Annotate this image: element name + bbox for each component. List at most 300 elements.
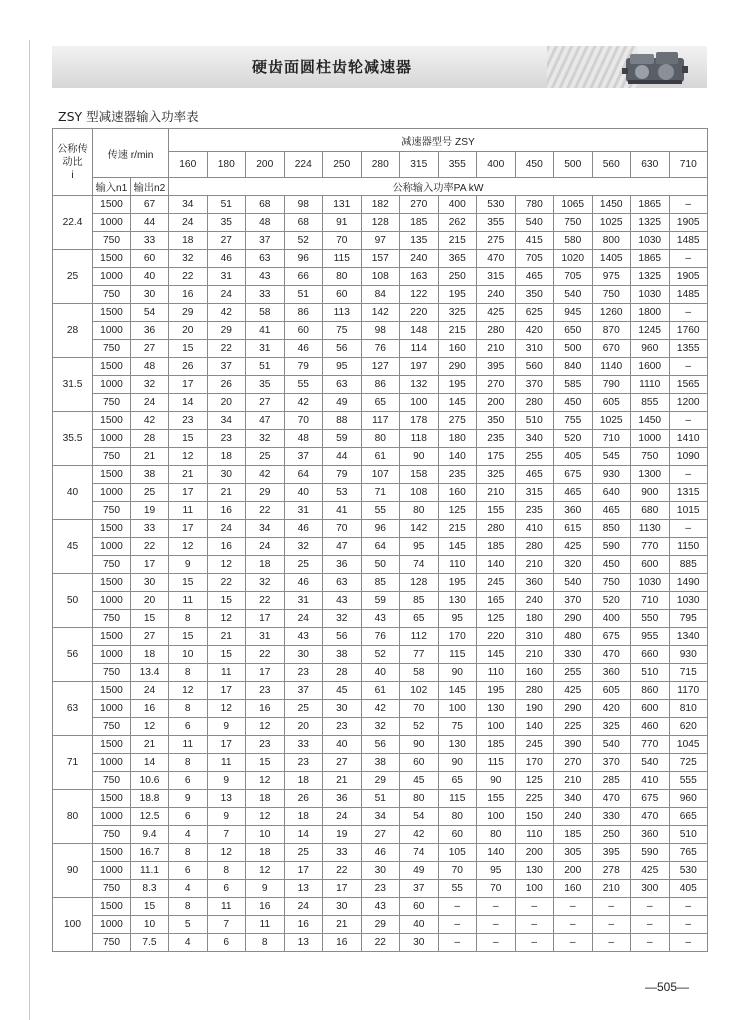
power-cell: 930 <box>592 466 631 484</box>
power-cell: 80 <box>361 430 400 448</box>
power-cell: 12 <box>207 844 246 862</box>
output-speed-cell: 40 <box>131 268 169 286</box>
power-cell: 330 <box>554 646 593 664</box>
output-speed-cell: 18 <box>131 646 169 664</box>
power-cell: – <box>669 196 708 214</box>
power-cell: 365 <box>438 250 477 268</box>
power-cell: 150 <box>515 808 554 826</box>
power-cell: 20 <box>207 394 246 412</box>
power-cell: 23 <box>169 412 208 430</box>
input-speed-cell: 1000 <box>93 430 131 448</box>
power-cell: 225 <box>515 790 554 808</box>
power-cell: 160 <box>438 484 477 502</box>
power-cell: 35 <box>246 376 285 394</box>
table-row <box>53 880 708 898</box>
power-cell: 9 <box>207 808 246 826</box>
power-cell: 64 <box>361 538 400 556</box>
power-cell: 18 <box>284 772 323 790</box>
power-cell: 370 <box>515 376 554 394</box>
power-cell: 9 <box>169 790 208 808</box>
power-cell: 98 <box>284 196 323 214</box>
power-cell: 1260 <box>592 304 631 322</box>
input-speed-cell: 1000 <box>93 376 131 394</box>
power-cell: 86 <box>284 304 323 322</box>
input-speed-cell: 750 <box>93 880 131 898</box>
table-row <box>53 610 708 628</box>
power-cell: 470 <box>631 808 670 826</box>
power-cell: 275 <box>438 412 477 430</box>
power-cell: 4 <box>169 880 208 898</box>
power-cell: 585 <box>554 376 593 394</box>
power-cell: 178 <box>400 412 439 430</box>
power-cell: 60 <box>438 826 477 844</box>
power-cell: 127 <box>361 358 400 376</box>
power-cell: 650 <box>554 322 593 340</box>
power-cell: 540 <box>592 736 631 754</box>
power-cell: 220 <box>400 304 439 322</box>
power-cell: 76 <box>361 628 400 646</box>
power-cell: 665 <box>669 808 708 826</box>
power-cell: 135 <box>400 232 439 250</box>
power-cell: 11 <box>169 592 208 610</box>
power-cell: 31 <box>246 340 285 358</box>
power-cell: 70 <box>400 700 439 718</box>
power-cell: – <box>669 520 708 538</box>
power-cell: 20 <box>169 322 208 340</box>
power-cell: 95 <box>477 862 516 880</box>
power-cell: 52 <box>400 718 439 736</box>
output-speed-cell: 24 <box>131 682 169 700</box>
power-cell: 465 <box>515 466 554 484</box>
power-cell: 50 <box>361 556 400 574</box>
power-cell: 32 <box>323 610 362 628</box>
power-cell: 46 <box>284 340 323 358</box>
power-cell: 10 <box>246 826 285 844</box>
power-cell: 70 <box>438 862 477 880</box>
power-cell: 680 <box>631 502 670 520</box>
power-cell: 540 <box>515 214 554 232</box>
power-cell: 255 <box>554 664 593 682</box>
power-cell: 195 <box>477 682 516 700</box>
table-row <box>53 754 708 772</box>
power-cell: 8 <box>169 664 208 682</box>
power-cell: 1030 <box>631 232 670 250</box>
table-row <box>53 268 708 286</box>
power-cell: 510 <box>631 664 670 682</box>
power-cell: 100 <box>477 718 516 736</box>
power-cell: 131 <box>323 196 362 214</box>
power-cell: 98 <box>361 322 400 340</box>
power-header: 公称输入功率PA kW <box>169 178 708 196</box>
power-cell: 40 <box>361 664 400 682</box>
power-cell: 95 <box>400 538 439 556</box>
power-cell: 34 <box>361 808 400 826</box>
power-cell: – <box>669 466 708 484</box>
power-cell: 85 <box>361 574 400 592</box>
power-cell: – <box>438 898 477 916</box>
power-cell: 80 <box>438 808 477 826</box>
output-speed-cell: 42 <box>131 412 169 430</box>
power-cell: 61 <box>361 682 400 700</box>
ratio-cell: 45 <box>53 520 93 574</box>
output-speed-cell: 48 <box>131 358 169 376</box>
power-cell: 810 <box>669 700 708 718</box>
power-cell: 470 <box>592 646 631 664</box>
power-cell: 48 <box>284 430 323 448</box>
input-speed-cell: 1500 <box>93 250 131 268</box>
power-cell: 51 <box>284 286 323 304</box>
power-cell: 41 <box>246 322 285 340</box>
power-cell: 235 <box>515 502 554 520</box>
power-cell: 52 <box>361 646 400 664</box>
output-speed-cell: 12 <box>131 718 169 736</box>
output-speed-cell: 21 <box>131 448 169 466</box>
table-row <box>53 556 708 574</box>
power-cell: 60 <box>323 286 362 304</box>
input-speed-cell: 750 <box>93 232 131 250</box>
output-speed-cell: 15 <box>131 610 169 628</box>
power-cell: 22 <box>246 592 285 610</box>
output-speed-cell: 33 <box>131 232 169 250</box>
power-cell: 74 <box>400 844 439 862</box>
power-cell: – <box>438 916 477 934</box>
power-cell: 140 <box>477 844 516 862</box>
power-cell: 510 <box>515 412 554 430</box>
power-cell: 23 <box>284 664 323 682</box>
power-cell: 88 <box>323 412 362 430</box>
output-speed-cell: 7.5 <box>131 934 169 952</box>
power-cell: 23 <box>284 754 323 772</box>
power-cell: 315 <box>515 484 554 502</box>
table-row <box>53 862 708 880</box>
power-cell: 30 <box>361 862 400 880</box>
power-cell: 40 <box>323 736 362 754</box>
ratio-header-line: 公称传 <box>57 143 88 155</box>
power-cell: 117 <box>361 412 400 430</box>
power-cell: 33 <box>246 286 285 304</box>
power-cell: 500 <box>554 340 593 358</box>
power-cell: 450 <box>592 556 631 574</box>
output-speed-cell: 17 <box>131 556 169 574</box>
power-cell: 1110 <box>631 376 670 394</box>
power-cell: 142 <box>400 520 439 538</box>
power-cell: 540 <box>554 574 593 592</box>
power-cell: 36 <box>323 556 362 574</box>
power-cell: 18 <box>246 556 285 574</box>
table-row <box>53 916 708 934</box>
power-cell: – <box>515 916 554 934</box>
power-cell: 675 <box>554 466 593 484</box>
power-cell: 710 <box>631 592 670 610</box>
power-cell: 370 <box>554 592 593 610</box>
power-cell: 945 <box>554 304 593 322</box>
power-cell: 60 <box>400 754 439 772</box>
power-cell: 145 <box>438 682 477 700</box>
output-speed-cell: 18.8 <box>131 790 169 808</box>
power-cell: 590 <box>631 844 670 862</box>
power-cell: 41 <box>323 502 362 520</box>
power-cell: 1410 <box>669 430 708 448</box>
power-cell: 170 <box>438 628 477 646</box>
power-cell: – <box>631 898 670 916</box>
power-cell: 22 <box>246 502 285 520</box>
power-cell: 15 <box>169 430 208 448</box>
power-cell: 60 <box>284 322 323 340</box>
power-cell: 21 <box>207 484 246 502</box>
power-cell: 80 <box>323 268 362 286</box>
power-cell: 90 <box>400 736 439 754</box>
power-cell: 30 <box>207 466 246 484</box>
power-cell: 12 <box>169 448 208 466</box>
output-speed-cell: 16.7 <box>131 844 169 862</box>
power-cell: 90 <box>438 754 477 772</box>
power-cell: 125 <box>477 610 516 628</box>
power-cell: 270 <box>477 376 516 394</box>
power-cell: 675 <box>631 790 670 808</box>
power-cell: 23 <box>246 736 285 754</box>
power-cell: 705 <box>515 250 554 268</box>
power-cell: – <box>669 412 708 430</box>
power-cell: 855 <box>631 394 670 412</box>
output-speed-cell: 32 <box>131 376 169 394</box>
output-speed-cell: 11.1 <box>131 862 169 880</box>
power-cell: 55 <box>438 880 477 898</box>
page-title: 硬齿面圆柱齿轮减速器 <box>252 58 413 76</box>
power-cell: 46 <box>207 250 246 268</box>
table-row <box>53 484 708 502</box>
power-cell: 18 <box>284 808 323 826</box>
power-cell: 470 <box>592 790 631 808</box>
power-cell: 8 <box>169 700 208 718</box>
power-cell: 9 <box>207 772 246 790</box>
power-cell: 6 <box>169 862 208 880</box>
table-row <box>53 790 708 808</box>
power-cell: 23 <box>246 682 285 700</box>
power-cell: 80 <box>400 502 439 520</box>
power-cell: 47 <box>323 538 362 556</box>
power-cell: 850 <box>592 520 631 538</box>
power-cell: 77 <box>400 646 439 664</box>
power-cell: 625 <box>515 304 554 322</box>
power-cell: 605 <box>592 394 631 412</box>
output-speed-cell: 28 <box>131 430 169 448</box>
power-cell: 17 <box>246 610 285 628</box>
power-cell: 64 <box>284 466 323 484</box>
power-cell: 9 <box>169 556 208 574</box>
model-header-cell: 200 <box>246 152 285 178</box>
power-cell: 197 <box>400 358 439 376</box>
power-cell: 1485 <box>669 232 708 250</box>
power-cell: 115 <box>438 790 477 808</box>
table-row <box>53 682 708 700</box>
power-cell: 56 <box>323 340 362 358</box>
power-cell: 30 <box>284 646 323 664</box>
power-cell: 470 <box>477 250 516 268</box>
power-cell: – <box>554 898 593 916</box>
page-header-band <box>52 46 707 88</box>
power-cell: 1000 <box>631 430 670 448</box>
power-cell: 340 <box>515 430 554 448</box>
power-cell: – <box>592 898 631 916</box>
power-cell: 1340 <box>669 628 708 646</box>
power-cell: 63 <box>323 574 362 592</box>
power-cell: 1315 <box>669 484 708 502</box>
power-cell: 13 <box>284 880 323 898</box>
power-cell: 255 <box>515 448 554 466</box>
power-cell: 185 <box>554 826 593 844</box>
power-cell: 17 <box>169 484 208 502</box>
power-cell: 163 <box>400 268 439 286</box>
power-cell: 1030 <box>631 574 670 592</box>
power-cell: 30 <box>400 934 439 952</box>
power-cell: 1170 <box>669 682 708 700</box>
power-cell: 26 <box>284 790 323 808</box>
power-cell: 160 <box>438 340 477 358</box>
power-cell: 58 <box>246 304 285 322</box>
power-cell: 770 <box>631 538 670 556</box>
power-cell: 29 <box>361 916 400 934</box>
power-cell: 245 <box>477 574 516 592</box>
power-cell: 1025 <box>592 412 631 430</box>
power-cell: 44 <box>323 448 362 466</box>
power-cell: 100 <box>477 808 516 826</box>
power-cell: 27 <box>207 232 246 250</box>
power-cell: 1905 <box>669 214 708 232</box>
power-cell: 400 <box>438 196 477 214</box>
power-cell: 4 <box>169 826 208 844</box>
input-speed-cell: 1500 <box>93 736 131 754</box>
power-cell: 43 <box>323 592 362 610</box>
input-speed-cell: 1000 <box>93 862 131 880</box>
power-cell: 74 <box>400 556 439 574</box>
power-cell: 155 <box>477 502 516 520</box>
power-cell: 240 <box>477 286 516 304</box>
power-cell: 48 <box>246 214 285 232</box>
table-row <box>53 736 708 754</box>
output-speed-cell: 10.6 <box>131 772 169 790</box>
power-cell: 42 <box>400 826 439 844</box>
power-cell: 300 <box>631 880 670 898</box>
page-left-border <box>29 40 30 1020</box>
input-speed-cell: 1000 <box>93 916 131 934</box>
power-cell: 480 <box>554 628 593 646</box>
power-cell: 35 <box>207 214 246 232</box>
power-cell: 420 <box>515 322 554 340</box>
power-cell: – <box>631 934 670 952</box>
power-cell: 290 <box>554 610 593 628</box>
power-cell: 280 <box>477 520 516 538</box>
output-speed-cell: 8.3 <box>131 880 169 898</box>
power-cell: 860 <box>631 682 670 700</box>
power-cell: 215 <box>438 520 477 538</box>
power-cell: 27 <box>361 826 400 844</box>
power-cell: 96 <box>361 520 400 538</box>
table-row <box>53 250 708 268</box>
power-cell: 22 <box>169 268 208 286</box>
output-speed-cell: 9.4 <box>131 826 169 844</box>
power-cell: 425 <box>631 862 670 880</box>
ratio-cell: 50 <box>53 574 93 628</box>
power-cell: 280 <box>515 394 554 412</box>
power-cell: 8 <box>169 754 208 772</box>
power-cell: 21 <box>207 628 246 646</box>
power-cell: 90 <box>477 772 516 790</box>
power-cell: 1030 <box>631 286 670 304</box>
power-cell: 22 <box>361 934 400 952</box>
table-row <box>53 376 708 394</box>
power-cell: 65 <box>438 772 477 790</box>
input-speed-cell: 1500 <box>93 520 131 538</box>
table-row <box>53 286 708 304</box>
output-speed-cell: 27 <box>131 340 169 358</box>
power-cell: 1760 <box>669 322 708 340</box>
power-cell: 465 <box>515 268 554 286</box>
power-cell: 55 <box>284 376 323 394</box>
power-cell: 7 <box>207 826 246 844</box>
power-cell: 870 <box>592 322 631 340</box>
power-cell: 140 <box>515 718 554 736</box>
power-cell: 32 <box>169 250 208 268</box>
power-cell: 54 <box>400 808 439 826</box>
power-cell: 84 <box>361 286 400 304</box>
power-cell: 22 <box>323 862 362 880</box>
power-cell: 21 <box>169 466 208 484</box>
power-cell: 405 <box>554 448 593 466</box>
power-cell: 520 <box>592 592 631 610</box>
power-cell: 1485 <box>669 286 708 304</box>
power-cell: 24 <box>207 286 246 304</box>
power-cell: 275 <box>477 232 516 250</box>
power-cell: 37 <box>400 880 439 898</box>
power-cell: 885 <box>669 556 708 574</box>
power-cell: 1600 <box>631 358 670 376</box>
power-cell: 130 <box>438 592 477 610</box>
power-cell: 180 <box>438 430 477 448</box>
power-cell: 278 <box>592 862 631 880</box>
power-cell: 280 <box>515 682 554 700</box>
power-cell: 1490 <box>669 574 708 592</box>
power-cell: 175 <box>477 448 516 466</box>
output-speed-cell: 20 <box>131 592 169 610</box>
power-cell: 12 <box>246 772 285 790</box>
power-cell: 130 <box>438 736 477 754</box>
power-cell: 11 <box>207 754 246 772</box>
power-cell: 125 <box>438 502 477 520</box>
power-cell: 715 <box>669 664 708 682</box>
power-cell: 56 <box>361 736 400 754</box>
power-cell: 13 <box>207 790 246 808</box>
table-row <box>53 448 708 466</box>
page-number: —505— <box>645 980 690 994</box>
power-cell: – <box>669 898 708 916</box>
power-cell: 8 <box>246 934 285 952</box>
power-cell: 210 <box>477 340 516 358</box>
power-cell: 37 <box>246 232 285 250</box>
power-cell: 79 <box>323 466 362 484</box>
input-speed-cell: 1000 <box>93 484 131 502</box>
power-cell: 70 <box>477 880 516 898</box>
power-cell: 110 <box>438 556 477 574</box>
power-cell: 640 <box>592 484 631 502</box>
ratio-header <box>53 129 93 196</box>
power-cell: 63 <box>246 250 285 268</box>
output-speed-cell: 22 <box>131 538 169 556</box>
power-cell: 122 <box>400 286 439 304</box>
power-cell: 102 <box>400 682 439 700</box>
power-cell: 410 <box>515 520 554 538</box>
output-speed-cell: 21 <box>131 736 169 754</box>
power-cell: 18 <box>169 232 208 250</box>
